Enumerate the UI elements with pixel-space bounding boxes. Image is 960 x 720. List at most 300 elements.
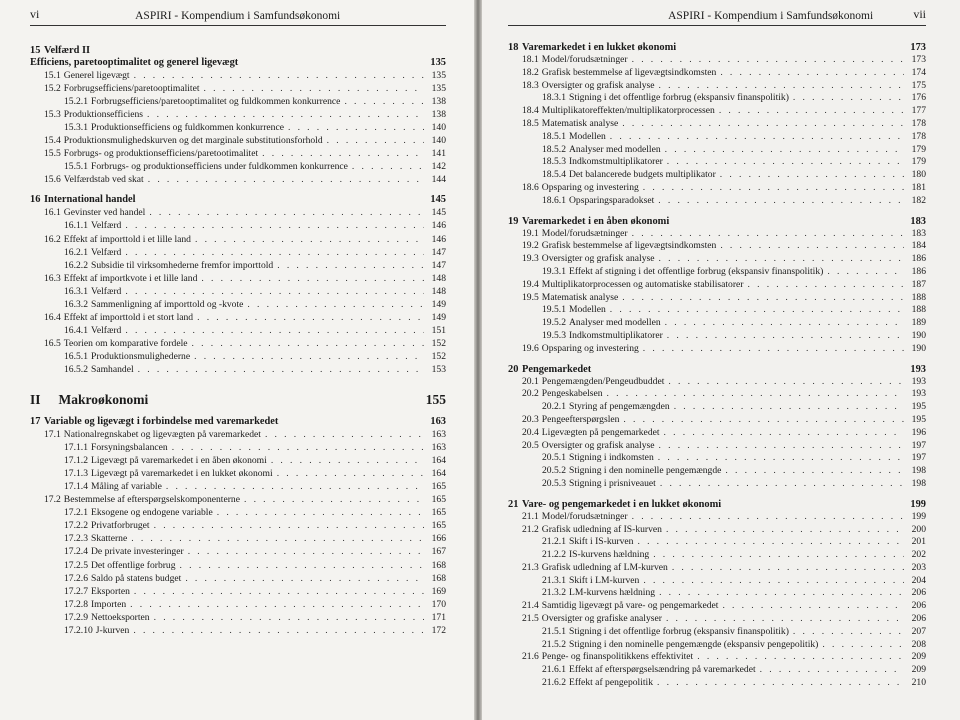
section-page: 144 [431,174,446,186]
dot-leader [352,160,424,173]
section-page: 197 [911,452,926,464]
toc-entry [508,575,926,588]
section-number: 21.2.1 [542,536,566,548]
section-title: Sammenligning af importtold og -kvote [90,298,244,310]
toc-entry [30,598,446,611]
section-title: Nationalregnskabet og ligevægten på varemarkedet [63,429,261,441]
section-title: Bestemmelse af efterspørgselskomponenterne [63,494,240,506]
section-title: Stigning i prisniveauet [568,477,656,489]
toc-entry [30,467,446,480]
section-title: Opsparingsparadokset [568,194,655,206]
chapter-number: 20 [508,363,519,375]
toc-entry [30,493,446,506]
toc-entry [30,363,446,376]
section-page: 170 [431,598,446,610]
chapter-heading [508,216,926,228]
toc-entry [508,414,926,427]
chapter-title-group [508,216,669,228]
chapter-page: 163 [430,416,446,428]
section-title: Velfærd [90,324,122,336]
section-page: 135 [431,83,446,95]
toc-entry [508,613,926,626]
dot-leader [288,121,424,134]
chapter-number: 19 [508,215,519,227]
section-title: Indkomstmultiplikatorer [568,156,663,168]
toc-entry [508,156,926,169]
chapter-title-group [508,42,676,54]
section-page: 208 [911,638,926,650]
section-page: 195 [911,413,926,425]
dot-leader [668,376,904,389]
section-title: Penge- og finanspolitikkens effektivitet [541,651,694,663]
dot-leader [166,480,424,493]
section-page: 138 [431,96,446,108]
section-page: 187 [911,278,926,290]
section-number: 20.2 [522,388,539,400]
toc-entry [30,285,446,298]
section-title: Pengeefterspørgslen [541,413,620,425]
toc-entry [30,532,446,545]
toc-entry [508,228,926,241]
section-number: 15.2.1 [64,96,88,108]
toc-entry [30,480,446,493]
section-title: Velfærd [90,220,122,232]
dot-leader [664,427,904,440]
chapter-page: 145 [430,194,446,206]
chapter-heading [508,499,926,511]
section-number: 18.5.3 [542,156,566,168]
section-page: 177 [911,105,926,117]
section-number: 17.1 [44,429,61,441]
toc-entry [508,427,926,440]
chapter-page: 135 [430,57,446,68]
toc-entry [508,465,926,478]
section-page: 197 [911,439,926,451]
section-page: 195 [911,401,926,413]
section-title: Grafisk bestemmelse af ligevægtsindkomsten [541,240,717,252]
chapter-title-group [30,194,136,206]
section-title: Skift i IS-kurven [568,536,634,548]
section-title: Nettoeksporten [90,611,150,623]
section-page: 138 [431,109,446,121]
dot-leader [154,519,424,532]
toc-entry [30,82,446,95]
section-page: 140 [431,135,446,147]
chapter-title: Velfærd II [44,45,91,56]
section-page: 135 [431,70,446,81]
section-page: 184 [911,240,926,252]
section-page: 140 [431,122,446,134]
section-number: 16.2.2 [64,259,88,271]
toc-entry [508,626,926,639]
dot-leader [659,587,904,600]
section-page: 182 [911,194,926,206]
section-page: 183 [911,227,926,239]
section-number: 20.3 [522,413,539,425]
section-page: 189 [911,317,926,329]
part-number: II [30,392,41,408]
dot-leader [138,363,424,376]
section-title: Oversigter og grafiske analyser [541,613,662,625]
section-page: 204 [911,574,926,586]
section-page: 165 [431,494,446,506]
section-number: 19.2 [522,240,539,252]
section-number: 18.2 [522,66,539,78]
section-title: Produktionsmulighedskurven og det marginale substitutionsforhold [63,135,323,147]
dot-leader [657,677,904,690]
section-title: LM-kurvens hældning [568,587,656,599]
dot-leader [667,156,904,169]
dot-leader [632,511,904,524]
section-number: 19.5.3 [542,329,566,341]
toc-entry [30,173,446,186]
toc-entry [508,240,926,253]
toc-entry [30,611,446,624]
section-page: 152 [431,337,446,349]
dot-leader [607,388,904,401]
section-number: 17.2.6 [64,572,88,584]
section-number: 17.2.4 [64,546,88,558]
dot-leader [659,80,905,93]
section-title: Velfærdstab ved skat [63,174,144,186]
toc-entry [508,587,926,600]
section-page: 141 [431,148,446,160]
chapter-page: 199 [910,498,926,510]
section-page: 153 [431,363,446,375]
section-title: Pengemængden/Pengeudbuddet [541,375,665,387]
toc-entry [508,401,926,414]
dot-leader [125,246,424,259]
section-number: 17.2.1 [64,507,88,519]
dot-leader [185,572,424,585]
section-page: 179 [911,143,926,155]
section-title: Analyser med modellen [568,143,661,155]
dot-leader [760,664,904,677]
section-page: 169 [431,585,446,597]
section-number: 15.5 [44,148,61,160]
section-title: J-kurven [95,624,130,636]
dot-leader [344,95,424,108]
section-number: 21.3.2 [542,587,566,599]
left-page [0,0,474,720]
dot-leader [632,228,904,241]
section-title: Det balancerede budgets multiplikator [568,169,716,181]
section-number: 21.2 [522,523,539,535]
toc-entry [30,206,446,219]
toc-entry [508,376,926,389]
section-number: 19.1 [522,227,539,239]
part-title-group [30,392,166,408]
section-number: 16.1 [44,207,61,219]
section-title: Gevinster ved handel [63,207,146,219]
dot-leader [674,401,904,414]
dot-leader [195,233,424,246]
section-page: 209 [911,664,926,676]
dot-leader [134,69,424,82]
part-page: 155 [425,392,446,408]
chapter-subtitle-row [30,57,446,69]
section-page: 148 [431,272,446,284]
section-page: 200 [911,523,926,535]
section-page: 174 [911,66,926,78]
section-page: 168 [431,572,446,584]
section-page: 198 [911,465,926,477]
section-page: 188 [911,291,926,303]
section-number: 17.2.9 [64,611,88,623]
dot-leader [637,536,904,549]
section-page: 164 [431,468,446,480]
chapter-page: 173 [910,42,926,53]
chapter-title-group [508,499,721,511]
section-page: 175 [911,79,926,91]
section-number: 18.6.1 [542,194,566,206]
toc-entry [30,324,446,337]
section-page: 164 [431,455,446,467]
toc-entry [30,441,446,454]
section-title: Forbrugs- og produktionsefficiens under fuldkommen konkurrence [90,161,348,173]
section-number: 16.4.1 [64,324,88,336]
section-number: 21.6.1 [542,664,566,676]
section-number: 21.6 [522,651,539,663]
toc-entry [508,549,926,562]
dot-leader [720,67,904,80]
dot-leader [719,105,904,118]
toc-entry [30,350,446,363]
section-title: Forsyningsbalancen [90,442,168,454]
dot-leader [672,562,904,575]
dot-leader [722,600,904,613]
dot-leader [148,173,424,186]
section-page: 176 [911,92,926,104]
section-title: IS-kurvens hældning [568,549,650,561]
dot-leader [327,134,424,147]
section-page: 206 [911,587,926,599]
section-number: 19.6 [522,342,539,354]
dot-leader [659,253,905,266]
toc-entry [508,304,926,317]
section-title: Produktionsefficiens og fuldkommen konkurrence [90,122,284,134]
section-title: Model/forudsætninger [541,510,628,522]
section-number: 19.4 [522,278,539,290]
toc-entry [30,160,446,173]
dot-leader [277,467,424,480]
toc-entry [508,330,926,343]
section-page: 186 [911,265,926,277]
section-number: 17.1.2 [64,455,88,467]
section-page: 146 [431,233,446,245]
section-number: 16.2.1 [64,246,88,258]
section-title: Modellen [568,304,606,316]
toc-entry [508,67,926,80]
section-number: 21.4 [522,600,539,612]
toc-entry [508,195,926,208]
section-page: 151 [431,324,446,336]
section-title: Stigning i det offentlige forbrug (ekspansiv finanspolitik) [568,625,789,637]
section-title: Grafisk bestemmelse af ligevægtsindkomsten [541,66,717,78]
toc-entry [508,279,926,292]
section-title: Det offentlige forbrug [90,559,176,571]
section-number: 16.3 [44,272,61,284]
dot-leader [154,611,424,624]
dot-leader [277,259,424,272]
section-page: 166 [431,533,446,545]
dot-leader [720,169,904,182]
section-number: 16.3.1 [64,285,88,297]
section-title: Grafisk udledning af LM-kurven [541,561,668,573]
dot-leader [217,506,424,519]
section-title: Oversigter og grafisk analyse [541,439,655,451]
dot-leader [125,219,424,232]
section-title: Effekt af stigning i det offentlige forbrug (ekspansiv finanspolitik) [568,265,824,277]
toc-entry [508,144,926,157]
chapter-heading [508,364,926,376]
running-title: ASPIRI - Kompendium i Samfundsøkonomi [668,10,874,22]
dot-leader [827,266,904,279]
section-page: 199 [911,510,926,522]
section-title: Eksogene og endogene variable [90,507,213,519]
dot-leader [665,144,904,157]
section-title: Analyser med modellen [568,317,661,329]
section-title: Opsparing og investering [541,181,639,193]
section-title: Multiplikatoreffekten/multiplikatorprocessen [541,105,715,117]
dot-leader [666,613,904,626]
section-number: 15.1 [44,70,61,81]
section-title: Effekt af efterspørgselsændring på varemarkedet [568,664,756,676]
toc-entry [508,536,926,549]
toc-entry [30,298,446,311]
chapter-title: Vare- og pengemarkedet i en lukket økonomi [522,498,722,510]
chapter-page: 183 [910,215,926,227]
toc-entry [508,388,926,401]
section-title: Ligevægten på pengemarkedet [541,426,660,438]
section-page: 172 [431,624,446,636]
section-title: Generel ligevægt [63,70,130,81]
chapter-number: 15 [30,45,41,56]
chapter-heading [30,45,446,57]
toc-entry [508,677,926,690]
section-title: Teorien om komparative fordele [63,337,188,349]
section-page: 163 [431,442,446,454]
toc-entry [30,134,446,147]
section-title: Ligevægt på varemarkedet i en åben økonomi [90,455,267,467]
section-number: 16.4 [44,311,61,323]
section-number: 17.2.2 [64,520,88,532]
section-number: 17.2.3 [64,533,88,545]
section-page: 171 [431,611,446,623]
toc-entry [508,292,926,305]
dot-leader [172,441,424,454]
section-page: 163 [431,429,446,441]
toc-entry [508,92,926,105]
chapter-heading [30,194,446,206]
section-number: 21.3 [522,561,539,573]
section-page: 186 [911,253,926,265]
chapter-heading [508,42,926,54]
section-title: Matematisk analyse [541,291,619,303]
toc-entry [30,69,446,82]
toc-entry [30,585,446,598]
section-number: 16.5.2 [64,363,88,375]
section-number: 20.4 [522,426,539,438]
toc-entry [508,478,926,491]
section-page: 165 [431,507,446,519]
section-title: Effekt af importtold i et stort land [63,311,194,323]
dot-leader [623,414,904,427]
chapter-subtitle: Efficiens, paretooptimalitet og generel ligevægt [30,57,239,68]
page-number: vii [913,7,926,21]
table-of-contents [508,42,926,690]
section-number: 17.2.7 [64,585,88,597]
section-number: 21.5.1 [542,625,566,637]
section-number: 21.3.1 [542,574,566,586]
toc-entry [508,343,926,356]
section-page: 147 [431,246,446,258]
section-number: 21.5.2 [542,638,566,650]
dot-leader [697,651,904,664]
dot-leader [125,285,424,298]
section-number: 20.2.1 [542,401,566,413]
section-number: 18.4 [522,105,539,117]
chapter-page: 193 [910,363,926,375]
toc-entry [30,428,446,441]
section-number: 15.4 [44,135,61,147]
toc-entry [508,131,926,144]
dot-leader [720,240,904,253]
section-title: Skift i LM-kurven [568,574,640,586]
toc-entry [508,80,926,93]
toc-entry [508,169,926,182]
section-number: 21.5 [522,613,539,625]
section-number: 20.5.1 [542,452,566,464]
toc-entry [30,506,446,519]
chapter-number: 17 [30,416,41,428]
dot-leader [180,559,424,572]
section-title: Modellen [568,130,606,142]
section-page: 206 [911,600,926,612]
part-title: Makroøkonomi [58,392,149,408]
section-title: De private investeringer [90,546,184,558]
dot-leader [667,330,904,343]
toc-entry [30,121,446,134]
section-title: Pengeskabelsen [541,388,603,400]
section-page: 149 [431,298,446,310]
section-title: Samtidig ligevægt på vare- og pengemarkedet [541,600,719,612]
section-title: Stigning i indkomsten [568,452,654,464]
section-page: 210 [911,677,926,689]
section-page: 165 [431,520,446,532]
section-title: Model/forudsætninger [541,227,628,239]
section-number: 18.6 [522,181,539,193]
chapter-number: 16 [30,194,41,206]
section-page: 149 [431,311,446,323]
section-number: 20.5 [522,439,539,451]
toc-entry [30,233,446,246]
section-title: Velfærd [90,246,122,258]
right-page [482,0,960,720]
dot-leader [660,478,904,491]
dot-leader [643,575,904,588]
toc-entry [508,524,926,537]
section-title: Stigning i den nominelle pengemængde [568,465,722,477]
section-page: 190 [911,342,926,354]
section-number: 19.3 [522,253,539,265]
section-number: 18.5 [522,117,539,129]
toc-entry [508,562,926,575]
section-number: 18.3 [522,79,539,91]
running-title: ASPIRI - Kompendium i Samfundsøkonomi [135,10,341,22]
dot-leader [192,337,424,350]
chapter-title: Varemarkedet i en åben økonomi [522,215,670,227]
